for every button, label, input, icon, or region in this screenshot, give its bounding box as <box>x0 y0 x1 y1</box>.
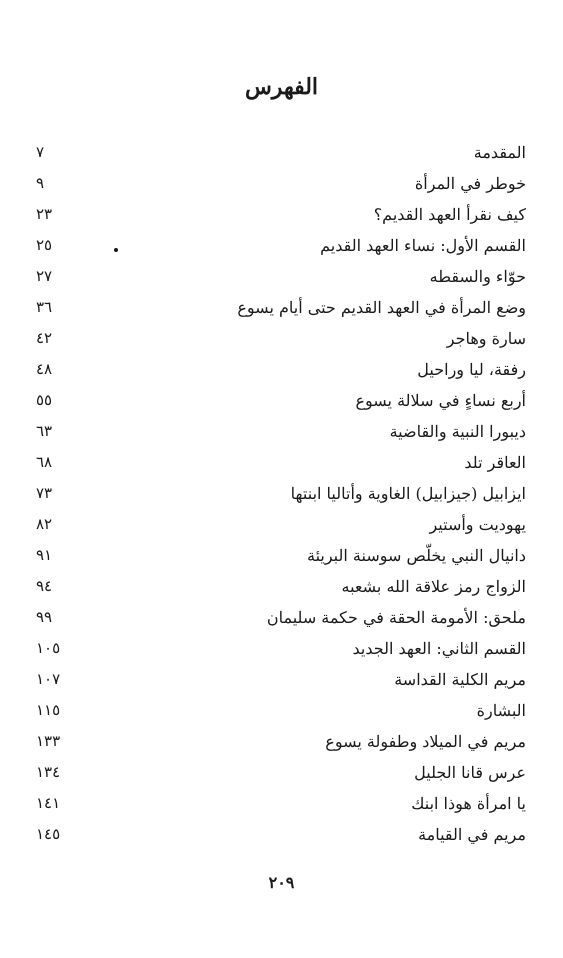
toc-entry-title: القسم الأول: نساء العهد القديم <box>320 236 526 255</box>
toc-entry-page-number: ٨٢ <box>36 515 53 533</box>
toc-entry <box>36 325 526 356</box>
toc-entry <box>36 573 526 604</box>
toc-entry-title: العاقر تلد <box>464 453 526 472</box>
toc-entry-page-number: ٢٥ <box>36 236 53 254</box>
toc-entry-page-number: ٦٣ <box>36 422 53 440</box>
toc-entry <box>36 232 526 263</box>
toc-entry <box>36 480 526 511</box>
toc-entry <box>36 263 526 294</box>
toc-entry <box>36 542 526 573</box>
toc-entry <box>36 139 526 170</box>
toc-entry-page-number: ٤٢ <box>36 329 53 347</box>
toc-entry <box>36 511 526 542</box>
toc-entry <box>36 666 526 697</box>
toc-entry <box>36 697 526 728</box>
toc-entry-title: رفقة، ليا وراحيل <box>417 360 526 379</box>
toc-entry-title: القسم الثاني: العهد الجديد <box>352 639 526 658</box>
toc-entry-page-number: ٩٤ <box>36 577 53 595</box>
stray-dot-mark <box>114 248 118 252</box>
toc-entry-page-number: ١٣٤ <box>36 763 61 781</box>
toc-entry-page-number: ٩١ <box>36 546 53 564</box>
toc-entry <box>36 759 526 790</box>
toc-entry-page-number: ١٠٥ <box>36 639 61 657</box>
toc-entry-title: المقدمة <box>473 143 526 162</box>
toc-entry-title: ديبورا النبية والقاضية <box>389 422 526 441</box>
toc-entry <box>36 728 526 759</box>
page-number: ٢٠٩ <box>268 873 295 892</box>
toc-entry <box>36 821 526 852</box>
toc-entry-title: يهوديت وأستير <box>429 515 526 534</box>
toc-entry <box>36 387 526 418</box>
toc-entry-page-number: ١٤١ <box>36 794 61 812</box>
toc-entry-title: الزواج رمز علاقة الله بشعبه <box>341 577 526 596</box>
toc-entry-title: كيف نقرأ العهد القديم؟ <box>373 205 526 224</box>
toc-entry-title: حوّاء والسقطه <box>429 267 526 286</box>
toc-entry-title: ملحق: الأمومة الحقة في حكمة سليمان <box>266 608 526 627</box>
toc-entry-title: مريم في القيامة <box>418 825 526 844</box>
toc-entry-page-number: ٤٨ <box>36 360 53 378</box>
toc-entry <box>36 790 526 821</box>
toc-entry-title: مريم الكلية القداسة <box>394 670 526 689</box>
toc-entry-title: أربع نساءٍ في سلالة يسوع <box>355 391 526 410</box>
toc-entry-title: البشارة <box>476 701 526 720</box>
toc-entry-title: وضع المرأة في العهد القديم حتى أيام يسوع <box>237 298 526 317</box>
toc-entry-page-number: ٧ <box>36 143 45 161</box>
toc-entry <box>36 449 526 480</box>
toc-entry-page-number: ٣٦ <box>36 298 53 316</box>
toc-entry <box>36 294 526 325</box>
toc-entry-page-number: ٥٥ <box>36 391 53 409</box>
toc-entry-page-number: ٢٣ <box>36 205 53 223</box>
toc-entry-page-number: ٧٣ <box>36 484 53 502</box>
toc-entry-page-number: ٦٨ <box>36 453 53 471</box>
toc-entry-page-number: ١٣٣ <box>36 732 61 750</box>
toc-entry-page-number: ١١٥ <box>36 701 61 719</box>
toc-entry <box>36 635 526 666</box>
toc-entry-title: ايزابيل (جيزابيل) الغاوية وأتاليا ابنتها <box>290 484 526 503</box>
toc-entry <box>36 170 526 201</box>
toc-entry-page-number: ٢٧ <box>36 267 53 285</box>
toc-entry <box>36 356 526 387</box>
toc-entry-title: مريم في الميلاد وطفولة يسوع <box>325 732 526 751</box>
toc-entry-page-number: ١٤٥ <box>36 825 61 843</box>
toc-entry-page-number: ١٠٧ <box>36 670 61 688</box>
toc-entry <box>36 604 526 635</box>
toc-entry-title: يا امرأة هوذا ابنك <box>411 794 526 813</box>
toc-entry <box>36 201 526 232</box>
toc-entry-title: خوطر في المرأة <box>414 174 526 193</box>
table-of-contents <box>36 139 526 852</box>
toc-entry-title: سارة وهاجر <box>446 329 526 348</box>
toc-entry-page-number: ٩ <box>36 174 45 192</box>
page-title: الفهرس <box>244 74 319 100</box>
toc-entry-title: عرس قانا الجليل <box>414 763 526 782</box>
toc-entry-title: دانيال النبي يخلّص سوسنة البريئة <box>306 546 526 565</box>
toc-entry-page-number: ٩٩ <box>36 608 53 626</box>
toc-entry <box>36 418 526 449</box>
